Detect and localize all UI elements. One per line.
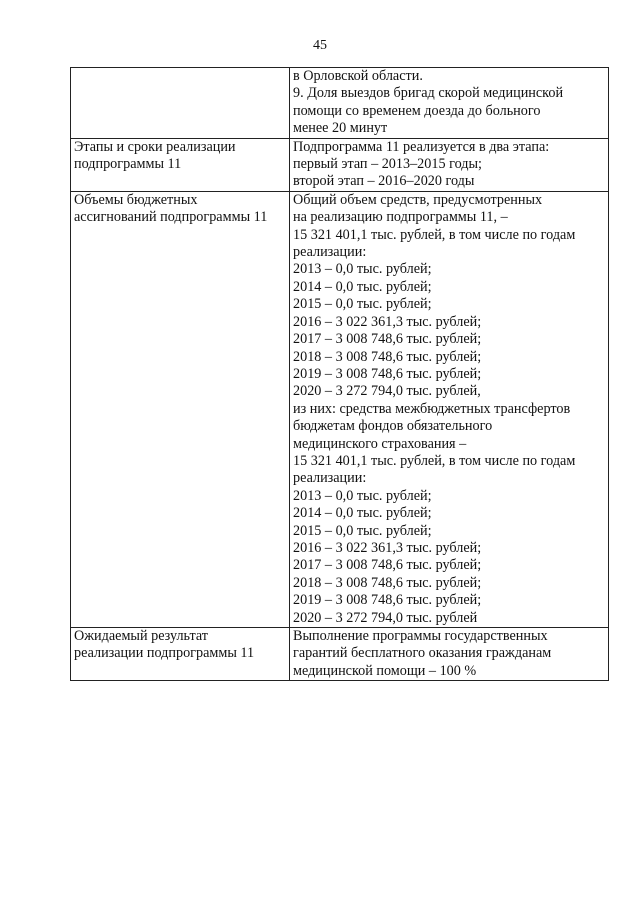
table-row xyxy=(71,628,609,681)
row-value-cell xyxy=(290,628,609,681)
row-label-cell xyxy=(71,628,290,681)
passport-table xyxy=(70,67,609,681)
value-line: реализации: xyxy=(293,470,367,487)
value-line: медицинской помощи – 100 % xyxy=(293,662,477,679)
value-line: 2020 – 3 272 794,0 тыс. рублей xyxy=(293,609,478,626)
row-value-cell xyxy=(290,138,609,191)
row-value-cell xyxy=(290,68,609,139)
value-line: первый этап – 2013–2015 годы; xyxy=(293,156,482,173)
value-line: 15 321 401,1 тыс. рублей, в том числе по годам xyxy=(293,452,576,469)
row-label-cell xyxy=(71,68,290,139)
table-row xyxy=(71,138,609,191)
label-line: Этапы и сроки реализации xyxy=(74,138,236,155)
value-line: 9. Доля выездов бригад скорой медицинской xyxy=(293,85,564,102)
label-line: Объемы бюджетных xyxy=(74,191,198,208)
value-line: 2014 – 0,0 тыс. рублей; xyxy=(293,278,432,295)
value-line: Общий объем средств, предусмотренных xyxy=(293,191,543,208)
label-line: ассигнований подпрограммы 11 xyxy=(74,209,268,226)
row-label-cell xyxy=(71,138,290,191)
value-line: 2017 – 3 008 748,6 тыс. рублей; xyxy=(293,557,482,574)
value-line: 2019 – 3 008 748,6 тыс. рублей; xyxy=(293,592,482,609)
label-line: Ожидаемый результат xyxy=(74,628,208,644)
value-line: из них: средства межбюджетных трансфертов xyxy=(293,400,571,417)
value-line: 2020 – 3 272 794,0 тыс. рублей, xyxy=(293,383,481,400)
value-line: 2019 – 3 008 748,6 тыс. рублей; xyxy=(293,365,482,382)
table-row xyxy=(71,68,609,139)
value-line: 2016 – 3 022 361,3 тыс. рублей; xyxy=(293,313,482,330)
value-line: 2013 – 0,0 тыс. рублей; xyxy=(293,261,432,278)
value-line: 2017 – 3 008 748,6 тыс. рублей; xyxy=(293,331,482,348)
table-row xyxy=(71,191,609,627)
value-line: Подпрограмма 11 реализуется в два этапа: xyxy=(293,138,550,155)
value-line: 2018 – 3 008 748,6 тыс. рублей; xyxy=(293,348,482,365)
value-line: 2013 – 0,0 тыс. рублей; xyxy=(293,487,432,504)
value-line: 2015 – 0,0 тыс. рублей; xyxy=(293,522,432,539)
value-line: 15 321 401,1 тыс. рублей, в том числе по годам xyxy=(293,226,576,243)
value-line: медицинского страхования – xyxy=(293,435,467,452)
value-line: 2018 – 3 008 748,6 тыс. рублей; xyxy=(293,574,482,591)
value-line: Выполнение программы государственных xyxy=(293,628,548,644)
value-line: реализации: xyxy=(293,244,367,261)
value-line: второй этап – 2016–2020 годы xyxy=(293,173,475,190)
value-line: 2014 – 0,0 тыс. рублей; xyxy=(293,505,432,522)
value-line: в Орловской области. xyxy=(293,68,423,84)
value-line: на реализацию подпрограммы 11, – xyxy=(293,209,508,226)
value-line: помощи со временем доезда до больного xyxy=(293,102,541,119)
row-label-cell xyxy=(71,191,290,627)
value-line: 2016 – 3 022 361,3 тыс. рублей; xyxy=(293,539,482,556)
value-line: бюджетам фондов обязательного xyxy=(293,418,493,435)
label-line: реализации подпрограммы 11 xyxy=(74,645,255,662)
label-line: подпрограммы 11 xyxy=(74,156,182,173)
page-number: 45 xyxy=(313,38,327,53)
value-line: гарантий бесплатного оказания гражданам xyxy=(293,645,552,662)
value-line: менее 20 минут xyxy=(293,120,388,137)
value-line: 2015 – 0,0 тыс. рублей; xyxy=(293,296,432,313)
row-value-cell xyxy=(290,191,609,627)
table-body xyxy=(71,68,609,681)
